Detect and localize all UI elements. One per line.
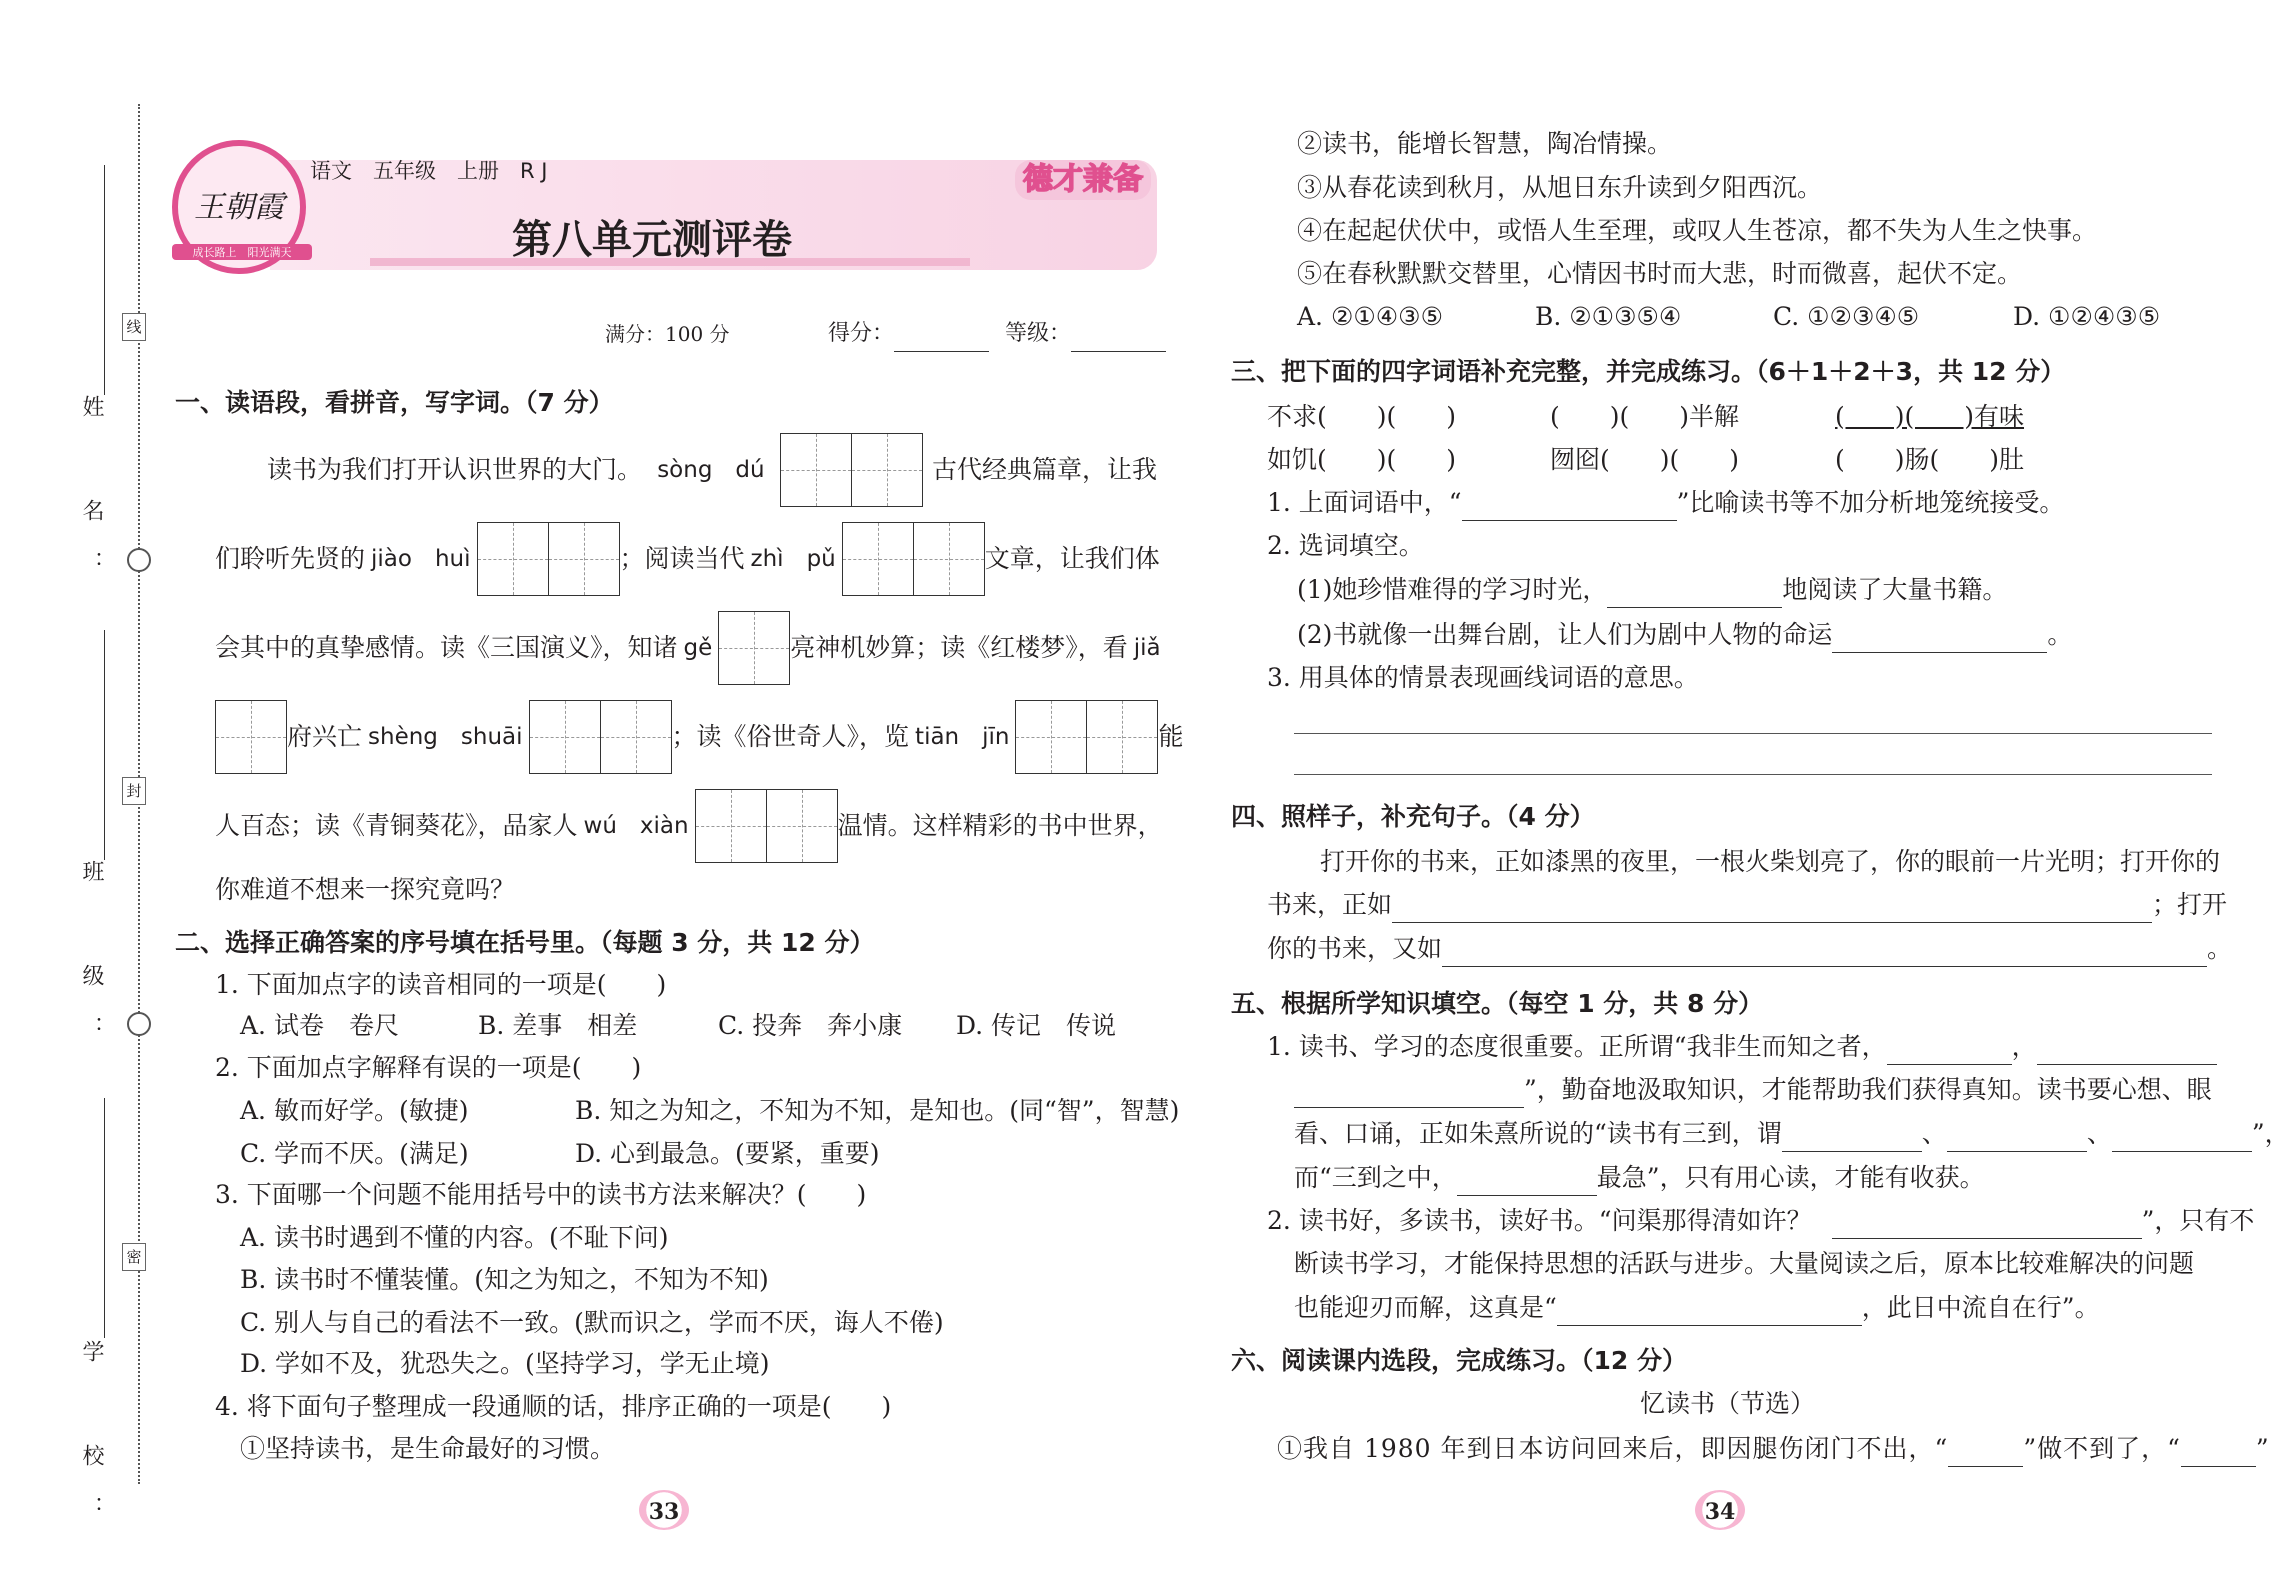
answer-blank[interactable] [1887,1038,2012,1065]
question-text: ”比喻读书等不加分析地笼统接受。 [1676,488,2065,517]
idiom-item[interactable]: ( )( )半解 [1550,402,1740,431]
name-line [104,165,105,395]
section-3-title: 三、把下面的四字词语补充完整，并完成练习。（6＋1＋2＋3，共 12 分） [1231,357,2066,386]
passage-text: 古代经典篇章，让我 [931,455,1157,484]
answer-grid[interactable] [477,522,620,596]
q3-option-b[interactable]: B. 读书时不懂装懂。(知之为知之，不知为不知) [240,1265,769,1294]
binding-hole-icon [127,1012,151,1036]
q2-option-b[interactable]: B. 知之为知之，不知为不知，是知也。(同“智”，智慧) [575,1096,1180,1125]
answer-grid[interactable] [215,700,287,774]
s5-line [1294,1160,1985,1196]
score-blank[interactable] [894,325,989,352]
passage-text: ”做不到了，“ [2023,1434,2181,1463]
mark-seal: 封 [122,777,146,805]
question-text: ；打开 [2152,890,2228,919]
pinyin: shèng shuāi [368,724,523,750]
q3-option-d[interactable]: D. 学如不及，犹恐失之。(坚持学习，学无止境) [240,1349,770,1378]
q2-option-a[interactable]: A. 敏而好学。(敏捷) [240,1096,469,1125]
q4-option-b[interactable]: B. ②①③⑤④ [1535,302,1682,331]
pinyin: jiào huì [371,546,471,572]
idiom-item[interactable]: 不求( )( ) [1267,402,1457,431]
question-2: 2. 下面加点字解释有误的一项是( ) [215,1053,642,1082]
question-3: 3. 下面哪一个问题不能用括号中的读书方法来解决？( ) [215,1180,867,1209]
idiom-item[interactable]: 囫囵( )( ) [1550,445,1740,474]
q4-option-a[interactable]: A. ②①④③⑤ [1297,302,1444,331]
score-field[interactable] [828,316,989,352]
pinyin: tiān jīn [915,724,1010,750]
full-score: 满分：100 分 [605,322,730,346]
badge: 德才兼备 [1015,160,1151,200]
s3-question-1 [1267,485,2064,521]
question-text: 也能迎刃而解，这真是“ [1294,1293,1557,1322]
question-text: 地阅读了大量书籍。 [1782,575,2008,604]
page-number: 33 [639,1490,689,1530]
question-text: ”， [2251,1119,2290,1148]
pinyin: sòng dú [657,457,765,483]
s3-question-3: 3. 用具体的情景表现画线词语的意思。 [1267,663,1699,692]
s5-line [1267,1029,2217,1065]
pinyin: jiǎ [1133,635,1161,661]
answer-blank[interactable] [1457,1169,1597,1196]
question-text: 而“三到之中， [1294,1163,1457,1192]
passage-text: 读书为我们打开认识世界的大门。 [267,455,643,484]
grade-blank[interactable] [1071,325,1166,352]
q3-option-a[interactable]: A. 读书时遇到不懂的内容。(不耻下问) [240,1223,669,1252]
passage-text: 文章，让我们体 [984,544,1160,573]
q4-sentence: ①坚持读书，是生命最好的习惯。 [240,1434,616,1463]
logo [172,140,306,274]
passage-line [267,433,1157,507]
s3-question-2-2 [1297,617,2072,653]
idiom-item[interactable]: ( )肠( )肚 [1835,445,2025,474]
answer-line[interactable] [1294,733,2212,734]
answer-blank[interactable] [1442,940,2207,967]
s5-line [1294,1290,2100,1326]
pinyin: wú xiàn [583,813,689,839]
pinyin: zhì pǔ [750,546,836,572]
passage-title: 忆读书（节选） [1640,1389,1816,1418]
q4-sentence: ②读书，能增长智慧，陶冶情操。 [1297,129,1673,158]
question-text: (2)书就像一出舞台剧，让人们为剧中人物的命运 [1297,620,1833,649]
q2-option-c[interactable]: C. 学而不厌。(满足) [240,1139,469,1168]
passage-line [215,700,1184,774]
passage-text: 们聆听先贤的 [215,544,366,573]
s4-line [1267,931,2232,967]
answer-grid[interactable] [780,433,923,507]
passage-text: 亮神机妙算；读《红楼梦》，看 [790,633,1128,662]
question-text: 最急”，只有用心读，才能有收获。 [1596,1163,1985,1192]
answer-blank[interactable] [2112,1125,2252,1152]
answer-blank[interactable] [1832,626,2047,653]
q1-option-b[interactable]: B. 差事 相差 [478,1011,638,1040]
section-1-title: 一、读语段，看拼音，写字词。（7 分） [175,388,614,417]
question-text: 书来，正如 [1267,890,1393,919]
q4-sentence: ③从春花读到秋月，从旭日东升读到夕阳西沉。 [1297,173,1823,202]
q4-sentence: ⑤在春秋默默交替里，心情因书时而大悲，时而微喜，起伏不定。 [1297,259,2023,288]
answer-blank[interactable] [1607,581,1782,608]
subject-line: 语文 五年级 上册 R J [310,159,548,183]
question-text: 看、口诵，正如朱熹所说的“读书有三到，谓 [1294,1119,1782,1148]
s5-line [1294,1116,2290,1152]
question-text: (1)她珍惜难得的学习时光， [1297,575,1608,604]
mark-line: 线 [122,313,146,341]
q4-sentence: ④在起起伏伏中，或悟人生至理，或叹人生苍凉，都不失为人生之快事。 [1297,216,2098,245]
s4-line: 打开你的书来，正如漆黑的夜里，一根火柴划亮了，你的眼前一片光明；打开你的 [1320,847,2221,876]
s5-line: 断读书学习，才能保持思想的活跃与进步。大量阅读之后，原本比较难解决的问题 [1294,1249,2195,1278]
answer-grid[interactable] [1015,700,1158,774]
question-text: 、 [2086,1119,2112,1148]
q3-option-c[interactable]: C. 别人与自己的看法不一致。(默而识之，学而不厌，诲人不倦) [240,1308,944,1337]
page-title: 第八单元测评卷 [512,217,792,263]
passage-text: 府兴亡 [287,722,363,751]
s4-line [1267,887,2227,923]
q1-option-c[interactable]: C. 投奔 奔小康 [718,1011,903,1040]
passage-text: 温情。这样精彩的书中世界， [837,811,1163,840]
passage-line [215,522,1160,596]
page-number: 34 [1695,1490,1745,1530]
passage-text: 会其中的真挚感情。读《三国演义》，知诸 [215,633,678,662]
passage-text: ；阅读当代 [619,544,745,573]
passage-line [215,611,1161,685]
answer-blank[interactable] [1392,896,2152,923]
passage-text: 人百态；读《青铜葵花》，品家人 [215,811,578,840]
question-text: 。 [2047,620,2073,649]
question-text: 。 [2207,934,2233,963]
name-label: 姓 名： [79,395,104,603]
s3-question-2: 2. 选词填空。 [1267,531,1424,560]
answer-blank[interactable] [1557,1299,1862,1326]
idiom-item[interactable]: ( )( )有味 [1835,402,2025,431]
question-1: 1. 下面加点字的读音相同的一项是( ) [215,970,667,999]
answer-blank[interactable] [2181,1440,2256,1467]
school-line [104,1098,105,1338]
q4-option-c[interactable]: C. ①②③④⑤ [1773,302,1920,331]
section-4-title: 四、照样子，补充句子。（4 分） [1231,802,1595,831]
answer-grid[interactable] [718,611,790,685]
answer-grid[interactable] [529,700,672,774]
s5-line [1267,1203,2254,1239]
logo-slogan: 成长路上 阳光满天 [172,244,312,260]
question-4: 4. 将下面句子整理成一段通顺的话，排序正确的一项是( ) [215,1392,892,1421]
question-text: 你的书来，又如 [1267,934,1443,963]
question-text: ”，勤奋地汲取知识，才能帮助我们获得真知。读书要心想、眼 [1524,1075,2212,1104]
q1-option-d[interactable]: D. 传记 传说 [956,1011,1117,1040]
question-text: 2. 读书好，多读书，读好书。“问渠那得清如许？ [1267,1206,1812,1235]
idiom-item[interactable]: 如饥( )( ) [1267,445,1457,474]
passage-text: 能 [1158,722,1184,751]
question-text: ，此日中流自在行”。 [1861,1293,2100,1322]
answer-grid[interactable] [695,789,838,863]
question-text: ”，只有不 [2141,1206,2255,1235]
answer-line[interactable] [1294,774,2212,775]
answer-blank[interactable] [1782,1125,1922,1152]
score-label: 得分： [828,321,895,346]
grade-field[interactable] [1005,316,1166,352]
question-text: 1. 读书、学习的态度很重要。正所谓“我非生而知之者， [1267,1032,1887,1061]
s3-question-2-1 [1297,572,2007,608]
answer-blank[interactable] [2037,1038,2217,1065]
question-text: ， [2011,1032,2037,1061]
school-label: 学 校： [79,1340,104,1548]
passage-text: ；读《俗世奇人》，览 [671,722,910,751]
class-label: 班 级： [79,860,104,1068]
answer-blank[interactable] [1832,1212,2142,1239]
answer-grid[interactable] [842,522,985,596]
answer-blank[interactable] [1462,494,1677,521]
section-6-title: 六、阅读课内选段，完成练习。（12 分） [1231,1346,1687,1375]
logo-text: 王朝霞 [194,190,284,225]
answer-blank[interactable] [1947,1125,2087,1152]
pinyin: gě [683,635,713,661]
passage-line: 你难道不想来一探究竟吗？ [215,875,516,904]
passage-text: ①我自 1980 年到日本访问回来后，即因腿伤闭门不出，“ [1277,1434,1949,1463]
answer-blank[interactable] [1948,1440,2023,1467]
mark-secret: 密 [122,1243,146,1271]
q4-option-d[interactable]: D. ①②④③⑤ [2013,302,2161,331]
question-text: 、 [1921,1119,1947,1148]
section-2-title: 二、选择正确答案的序号填在括号里。（每题 3 分，共 12 分） [175,928,875,957]
passage-line [1277,1431,2270,1467]
grade-label: 等级： [1005,321,1072,346]
binding-hole-icon [127,548,151,572]
class-line [104,630,105,860]
section-5-title: 五、根据所学知识填空。（每空 1 分，共 8 分） [1231,989,1764,1018]
passage-text: ” [2255,1434,2270,1463]
s5-line [1294,1072,2212,1108]
question-text: 1. 上面词语中，“ [1267,488,1462,517]
answer-blank[interactable] [1294,1081,1524,1108]
passage-line [215,789,1163,863]
q2-option-d[interactable]: D. 心到最急。(要紧，重要) [575,1139,880,1168]
q1-option-a[interactable]: A. 试卷 卷尺 [240,1011,399,1040]
